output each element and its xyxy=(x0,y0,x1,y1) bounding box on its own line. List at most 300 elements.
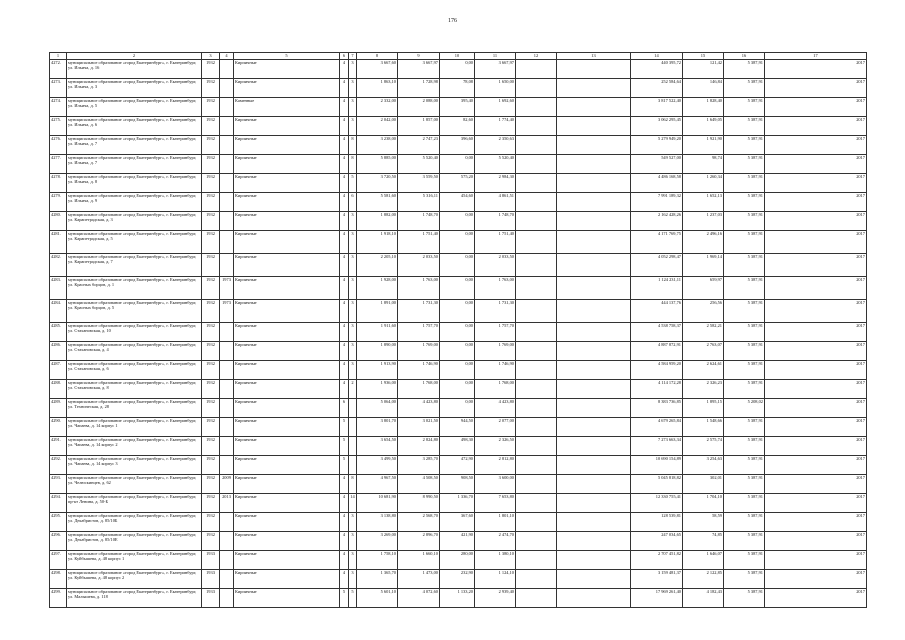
cell-d: 2 326,50 xyxy=(475,437,516,456)
cell-g: 4 538 758,37 xyxy=(631,323,683,342)
cell-yr xyxy=(220,551,234,570)
cell-n: 4283. xyxy=(50,277,67,300)
cell-d: 7 653,80 xyxy=(475,494,516,513)
cell-en: 8 xyxy=(349,155,357,174)
cell-g: 247 034,65 xyxy=(631,532,683,551)
cell-en: 14 xyxy=(349,494,357,513)
cell-y: 1932 xyxy=(202,532,220,551)
cell-a: 5 581,60 xyxy=(357,193,398,212)
cell-en xyxy=(349,437,357,456)
cell-addr: муниципальное образование «город Екатеринбург», г. Екатеринбург, пр-кт Ленина, д. 50-Б xyxy=(67,494,202,513)
cell-f xyxy=(557,254,631,277)
cell-n: 4273. xyxy=(50,79,67,98)
cell-en: 3 xyxy=(349,231,357,254)
cell-i: 5 387,91 xyxy=(724,361,765,380)
cell-b: 1 660,10 xyxy=(398,551,440,570)
cell-y: 1933 xyxy=(202,589,220,608)
cell-yr: 2013 xyxy=(220,494,234,513)
cell-c: 82,60 xyxy=(440,117,475,136)
cell-b: 4 072,60 xyxy=(398,589,440,608)
cell-fl: 4 xyxy=(340,513,349,532)
cell-h: 1 921,90 xyxy=(683,136,724,155)
cell-yr xyxy=(220,323,234,342)
cell-addr: муниципальное образование «город Екатеринбург», г. Екатеринбург, ул. Красных борцов, д. 5 xyxy=(67,300,202,323)
cell-en: 5 xyxy=(349,589,357,608)
cell-yr xyxy=(220,570,234,589)
cell-g: 2 162 428,26 xyxy=(631,212,683,231)
cell-j: 2017 xyxy=(765,98,867,117)
cell-h: 3 254,63 xyxy=(683,456,724,475)
cell-en xyxy=(349,456,357,475)
cell-g: 7 273 663,34 xyxy=(631,437,683,456)
cell-g: 440 395,72 xyxy=(631,60,683,79)
cell-mat: Каменные xyxy=(234,98,340,117)
cell-d: 1 801,10 xyxy=(475,513,516,532)
cell-yr: 2009 xyxy=(220,475,234,494)
cell-b: 3 285,70 xyxy=(398,456,440,475)
cell-b: 1 746,90 xyxy=(398,361,440,380)
cell-b: 2 896,70 xyxy=(398,532,440,551)
cell-e xyxy=(516,513,557,532)
cell-j: 2017 xyxy=(765,323,867,342)
cell-j: 2017 xyxy=(765,456,867,475)
cell-i: 5 387,91 xyxy=(724,456,765,475)
cell-i: 5 387,91 xyxy=(724,513,765,532)
cell-addr: муниципальное образование «город Екатеринбург», г. Екатеринбург, ул. Челюскинцев, д. 62 xyxy=(67,475,202,494)
cell-yr xyxy=(220,380,234,399)
cell-c: 0,00 xyxy=(440,155,475,174)
cell-g: 4 584 959,20 xyxy=(631,361,683,380)
cell-a: 4 967,50 xyxy=(357,475,398,494)
cell-addr: муниципальное образование «город Екатеринбург», г. Екатеринбург, ул. Чапаева, д. 14 корпус 2 xyxy=(67,437,202,456)
cell-y: 1932 xyxy=(202,136,220,155)
cell-fl: 4 xyxy=(340,212,349,231)
cell-d: 4 423,80 xyxy=(475,399,516,418)
cell-h: 146,84 xyxy=(683,79,724,98)
cell-y: 1932 xyxy=(202,399,220,418)
cell-d: 1 768,00 xyxy=(475,380,516,399)
cell-mat: Кирпичные xyxy=(234,342,340,361)
cell-addr: муниципальное образование «город Екатеринбург», г. Екатеринбург, ул. Декабристов, д. 85/10Е xyxy=(67,532,202,551)
cell-e xyxy=(516,254,557,277)
cell-fl: 5 xyxy=(340,437,349,456)
cell-a: 1 936,00 xyxy=(357,380,398,399)
cell-a: 5 601,10 xyxy=(357,589,398,608)
cell-i: 5 387,91 xyxy=(724,136,765,155)
cell-a: 1 918,10 xyxy=(357,231,398,254)
cell-c: 0,00 xyxy=(440,399,475,418)
cell-mat: Кирпичные xyxy=(234,380,340,399)
cell-fl: 4 xyxy=(340,532,349,551)
cell-b: 2 568,70 xyxy=(398,513,440,532)
cell-d: 1 751,40 xyxy=(475,231,516,254)
cell-mat: Кирпичные xyxy=(234,277,340,300)
cell-y: 1932 xyxy=(202,212,220,231)
cell-h: 121,42 xyxy=(683,60,724,79)
table-body xyxy=(50,60,867,608)
cell-f xyxy=(557,494,631,513)
cell-g: 5 045 818,82 xyxy=(631,475,683,494)
cell-c: 0,00 xyxy=(440,212,475,231)
cell-d: 1 757,70 xyxy=(475,323,516,342)
cell-e xyxy=(516,60,557,79)
cell-c: 0,00 xyxy=(440,300,475,323)
cell-en xyxy=(349,399,357,418)
cell-c: 0,00 xyxy=(440,342,475,361)
cell-fl: 4 xyxy=(340,174,349,193)
cell-i: 5 387,91 xyxy=(724,418,765,437)
cell-a: 1 891,00 xyxy=(357,300,398,323)
cell-h: 1 652,13 xyxy=(683,193,724,212)
cell-fl: 4 xyxy=(340,494,349,513)
cell-fl: 4 xyxy=(340,551,349,570)
cell-f xyxy=(557,79,631,98)
cell-h: 1 649,05 xyxy=(683,117,724,136)
cell-y: 1932 xyxy=(202,475,220,494)
table-row xyxy=(50,551,867,570)
cell-e xyxy=(516,551,557,570)
cell-f xyxy=(557,532,631,551)
cell-en: 3 xyxy=(349,323,357,342)
cell-yr: 1973 xyxy=(220,277,234,300)
table-row xyxy=(50,300,867,323)
cell-h: 256,56 xyxy=(683,300,724,323)
cell-yr xyxy=(220,254,234,277)
cell-i: 5 387,91 xyxy=(724,437,765,456)
cell-h: 74,85 xyxy=(683,532,724,551)
cell-a: 10 681,90 xyxy=(357,494,398,513)
cell-n: 4296. xyxy=(50,532,67,551)
cell-i: 5 387,91 xyxy=(724,193,765,212)
cell-f xyxy=(557,513,631,532)
cell-i: 5 387,91 xyxy=(724,174,765,193)
cell-e xyxy=(516,212,557,231)
cell-en: 3 xyxy=(349,532,357,551)
cell-addr: муниципальное образование «город Екатеринбург», г. Екатеринбург, ул. Красных борцов, д. 1 xyxy=(67,277,202,300)
cell-mat: Кирпичные xyxy=(234,136,340,155)
cell-y: 1932 xyxy=(202,342,220,361)
table-row xyxy=(50,361,867,380)
column-header-9: 9 xyxy=(398,53,440,60)
cell-i: 5 387,91 xyxy=(724,342,765,361)
cell-j: 2017 xyxy=(765,361,867,380)
cell-a: 3 238,00 xyxy=(357,136,398,155)
cell-fl: 4 xyxy=(340,254,349,277)
cell-f xyxy=(557,380,631,399)
cell-d: 3 600,00 xyxy=(475,475,516,494)
cell-mat: Кирпичные xyxy=(234,589,340,608)
cell-h: 1 260,34 xyxy=(683,174,724,193)
cell-j: 2017 xyxy=(765,589,867,608)
cell-j: 2017 xyxy=(765,494,867,513)
table-row xyxy=(50,254,867,277)
cell-yr xyxy=(220,532,234,551)
cell-en: 8 xyxy=(349,136,357,155)
cell-n: 4285. xyxy=(50,323,67,342)
cell-fl: 4 xyxy=(340,79,349,98)
table-row xyxy=(50,60,867,79)
column-header-4: 4 xyxy=(220,53,234,60)
cell-y: 1932 xyxy=(202,231,220,254)
table-row xyxy=(50,277,867,300)
cell-e xyxy=(516,361,557,380)
cell-en: 6 xyxy=(349,193,357,212)
cell-g: 7 991 189,32 xyxy=(631,193,683,212)
cell-y: 1932 xyxy=(202,79,220,98)
cell-i: 5 387,91 xyxy=(724,60,765,79)
cell-y: 1932 xyxy=(202,437,220,456)
cell-mat: Кирпичные xyxy=(234,513,340,532)
cell-d: 1 763,00 xyxy=(475,277,516,300)
cell-g: 4 171 769,75 xyxy=(631,231,683,254)
cell-d: 2 939,40 xyxy=(475,589,516,608)
cell-f xyxy=(557,570,631,589)
cell-i: 5 387,91 xyxy=(724,155,765,174)
cell-b: 1 769,00 xyxy=(398,342,440,361)
cell-c: 396,60 xyxy=(440,136,475,155)
cell-n: 4277. xyxy=(50,155,67,174)
cell-i: 5 387,91 xyxy=(724,494,765,513)
cell-h: 1 969,14 xyxy=(683,254,724,277)
cell-yr xyxy=(220,98,234,117)
cell-e xyxy=(516,570,557,589)
cell-g: 4 114 172,28 xyxy=(631,380,683,399)
cell-a: 3 720,50 xyxy=(357,174,398,193)
cell-fl: 4 xyxy=(340,300,349,323)
cell-i: 5 387,91 xyxy=(724,380,765,399)
column-header-10: 10 xyxy=(440,53,475,60)
table-row xyxy=(50,532,867,551)
cell-n: 4282. xyxy=(50,254,67,277)
cell-b: 3 021,50 xyxy=(398,418,440,437)
cell-yr xyxy=(220,456,234,475)
cell-mat: Кирпичные xyxy=(234,494,340,513)
cell-fl: 4 xyxy=(340,570,349,589)
cell-en: 3 xyxy=(349,79,357,98)
cell-d: 1 746,90 xyxy=(475,361,516,380)
cell-e xyxy=(516,98,557,117)
cell-yr xyxy=(220,342,234,361)
table-row xyxy=(50,117,867,136)
cell-c: 421,90 xyxy=(440,532,475,551)
cell-j: 2017 xyxy=(765,513,867,532)
cell-c: 0,00 xyxy=(440,277,475,300)
cell-addr: муниципальное образование «город Екатеринбург», г. Екатеринбург, ул. Чапаева, д. 14 корпус 1 xyxy=(67,418,202,437)
cell-en: 3 xyxy=(349,212,357,231)
cell-d: 2 033,50 xyxy=(475,254,516,277)
cell-a: 2 042,00 xyxy=(357,117,398,136)
cell-j: 2017 xyxy=(765,532,867,551)
cell-h: 1 237,03 xyxy=(683,212,724,231)
cell-c: 232,90 xyxy=(440,570,475,589)
cell-addr: муниципальное образование «город Екатеринбург», г. Екатеринбург, ул. Декабристов, д. 85/10Б xyxy=(67,513,202,532)
cell-yr xyxy=(220,399,234,418)
cell-i: 5 387,91 xyxy=(724,532,765,551)
cell-addr: муниципальное образование «город Екатеринбург», г. Екатеринбург, ул. Карапетрадская, д. 7 xyxy=(67,254,202,277)
cell-c: 1 336,70 xyxy=(440,494,475,513)
cell-d: 1 748,70 xyxy=(475,212,516,231)
cell-a: 1 928,00 xyxy=(357,277,398,300)
cell-f xyxy=(557,212,631,231)
cell-d: 1 380,10 xyxy=(475,551,516,570)
cell-j: 2017 xyxy=(765,277,867,300)
cell-n: 4288. xyxy=(50,380,67,399)
cell-addr: муниципальное образование «город Екатеринбург», г. Екатеринбург, ул. Ильича, д. 3 xyxy=(67,79,202,98)
cell-e xyxy=(516,418,557,437)
cell-mat: Кирпичные xyxy=(234,456,340,475)
cell-a: 5 885,00 xyxy=(357,155,398,174)
column-header-14: 14 xyxy=(631,53,683,60)
cell-yr xyxy=(220,79,234,98)
cell-addr: муниципальное образование «город Екатеринбург», г. Екатеринбург, ул. Ильича, д. 5 xyxy=(67,98,202,117)
cell-g: 3 062 295,45 xyxy=(631,117,683,136)
cell-c: 575,20 xyxy=(440,174,475,193)
cell-f xyxy=(557,475,631,494)
cell-e xyxy=(516,532,557,551)
cell-d: 1 731,30 xyxy=(475,300,516,323)
cell-n: 4287. xyxy=(50,361,67,380)
cell-d: 1 124,10 xyxy=(475,570,516,589)
cell-c: 944,50 xyxy=(440,418,475,437)
cell-j: 2017 xyxy=(765,79,867,98)
column-header-1: 1 xyxy=(50,53,67,60)
cell-h: 1 828,40 xyxy=(683,98,724,117)
cell-g: 252 584,64 xyxy=(631,79,683,98)
cell-a: 3 801,70 xyxy=(357,418,398,437)
cell-y: 1932 xyxy=(202,254,220,277)
cell-g: 4 052 298,47 xyxy=(631,254,683,277)
cell-y: 1932 xyxy=(202,98,220,117)
cell-h: 302,01 xyxy=(683,475,724,494)
cell-b: 3 559,50 xyxy=(398,174,440,193)
cell-n: 4289. xyxy=(50,399,67,418)
cell-n: 4275. xyxy=(50,117,67,136)
table-row xyxy=(50,456,867,475)
cell-a: 1 911,60 xyxy=(357,323,398,342)
table-row xyxy=(50,155,867,174)
cell-en: 3 xyxy=(349,570,357,589)
cell-i: 5 387,91 xyxy=(724,475,765,494)
cell-g: 4 486 168,58 xyxy=(631,174,683,193)
cell-i: 5 387,91 xyxy=(724,570,765,589)
cell-fl: 4 xyxy=(340,136,349,155)
cell-mat: Кирпичные xyxy=(234,117,340,136)
cell-en: 3 xyxy=(349,117,357,136)
cell-fl: 4 xyxy=(340,342,349,361)
cell-b: 1 763,00 xyxy=(398,277,440,300)
cell-a: 1 913,90 xyxy=(357,361,398,380)
cell-en: 3 xyxy=(349,342,357,361)
cell-f xyxy=(557,193,631,212)
cell-c: 472,90 xyxy=(440,456,475,475)
cell-a: 5 064,00 xyxy=(357,399,398,418)
table-row xyxy=(50,98,867,117)
cell-c: 498,30 xyxy=(440,437,475,456)
cell-n: 4295. xyxy=(50,513,67,532)
cell-g: 549 527,00 xyxy=(631,155,683,174)
table-row xyxy=(50,380,867,399)
cell-n: 4291. xyxy=(50,437,67,456)
cell-y: 1932 xyxy=(202,494,220,513)
cell-i: 5 387,91 xyxy=(724,254,765,277)
cell-addr: муниципальное образование «город Екатеринбург», г. Екатеринбург, ул. Ильича, д. 16 xyxy=(67,60,202,79)
cell-i: 5 387,91 xyxy=(724,589,765,608)
table-row xyxy=(50,437,867,456)
cell-mat: Кирпичные xyxy=(234,300,340,323)
cell-c: 454,60 xyxy=(440,193,475,212)
cell-d: 4 861,51 xyxy=(475,193,516,212)
cell-i: 5 387,91 xyxy=(724,323,765,342)
table-row xyxy=(50,136,867,155)
cell-mat: Кирпичные xyxy=(234,475,340,494)
page-number: 176 xyxy=(448,18,457,24)
cell-d: 1 692,60 xyxy=(475,98,516,117)
cell-b: 1 751,40 xyxy=(398,231,440,254)
cell-yr xyxy=(220,437,234,456)
cell-addr: муниципальное образование «город Екатеринбург», г. Екатеринбург, ул. Чапаева, д. 14 корпус 3 xyxy=(67,456,202,475)
cell-f xyxy=(557,231,631,254)
cell-e xyxy=(516,300,557,323)
cell-f xyxy=(557,418,631,437)
cell-j: 2017 xyxy=(765,300,867,323)
cell-c: 78,08 xyxy=(440,79,475,98)
cell-f xyxy=(557,342,631,361)
cell-n: 4284. xyxy=(50,300,67,323)
cell-y: 1933 xyxy=(202,551,220,570)
cell-n: 4279. xyxy=(50,193,67,212)
cell-addr: муниципальное образование «город Екатеринбург», г. Екатеринбург, ул. Стахановская, д. 8 xyxy=(67,380,202,399)
cell-j: 2017 xyxy=(765,570,867,589)
cell-i: 5 387,91 xyxy=(724,277,765,300)
cell-b: 1 731,30 xyxy=(398,300,440,323)
column-header-16: 16 xyxy=(724,53,765,60)
cell-en: 5 xyxy=(349,174,357,193)
cell-j: 2017 xyxy=(765,136,867,155)
cell-c: 367,60 xyxy=(440,513,475,532)
cell-yr xyxy=(220,418,234,437)
cell-e xyxy=(516,193,557,212)
cell-e xyxy=(516,323,557,342)
cell-a: 3 654,50 xyxy=(357,437,398,456)
cell-f xyxy=(557,551,631,570)
cell-b: 1 473,00 xyxy=(398,570,440,589)
cell-en: 2 xyxy=(349,380,357,399)
housing-table xyxy=(49,52,867,608)
cell-i: 5 387,91 xyxy=(724,212,765,231)
cell-addr: муниципальное образование «город Екатеринбург», г. Екатеринбург, ул. Куйбышева, д. 48 корпус 1 xyxy=(67,551,202,570)
cell-e xyxy=(516,231,557,254)
cell-b: 2 033,50 xyxy=(398,254,440,277)
cell-g: 12 330 755,41 xyxy=(631,494,683,513)
cell-yr xyxy=(220,174,234,193)
cell-fl: 4 xyxy=(340,60,349,79)
cell-n: 4276. xyxy=(50,136,67,155)
cell-en: 3 xyxy=(349,60,357,79)
cell-addr: муниципальное образование «город Екатеринбург», г. Екатеринбург, ул. Малышева, д. 118 xyxy=(67,589,202,608)
cell-addr: муниципальное образование «город Екатеринбург», г. Екатеринбург, ул. Стахановская, д. 4 xyxy=(67,342,202,361)
cell-h: 1 548,66 xyxy=(683,418,724,437)
cell-a: 1 882,00 xyxy=(357,212,398,231)
cell-yr xyxy=(220,60,234,79)
table-row xyxy=(50,212,867,231)
cell-y: 1932 xyxy=(202,117,220,136)
cell-fl: 4 xyxy=(340,323,349,342)
cell-h: 98,74 xyxy=(683,155,724,174)
cell-b: 5 316,11 xyxy=(398,193,440,212)
cell-en: 3 xyxy=(349,361,357,380)
cell-i: 5 387,91 xyxy=(724,117,765,136)
cell-en: 3 xyxy=(349,300,357,323)
